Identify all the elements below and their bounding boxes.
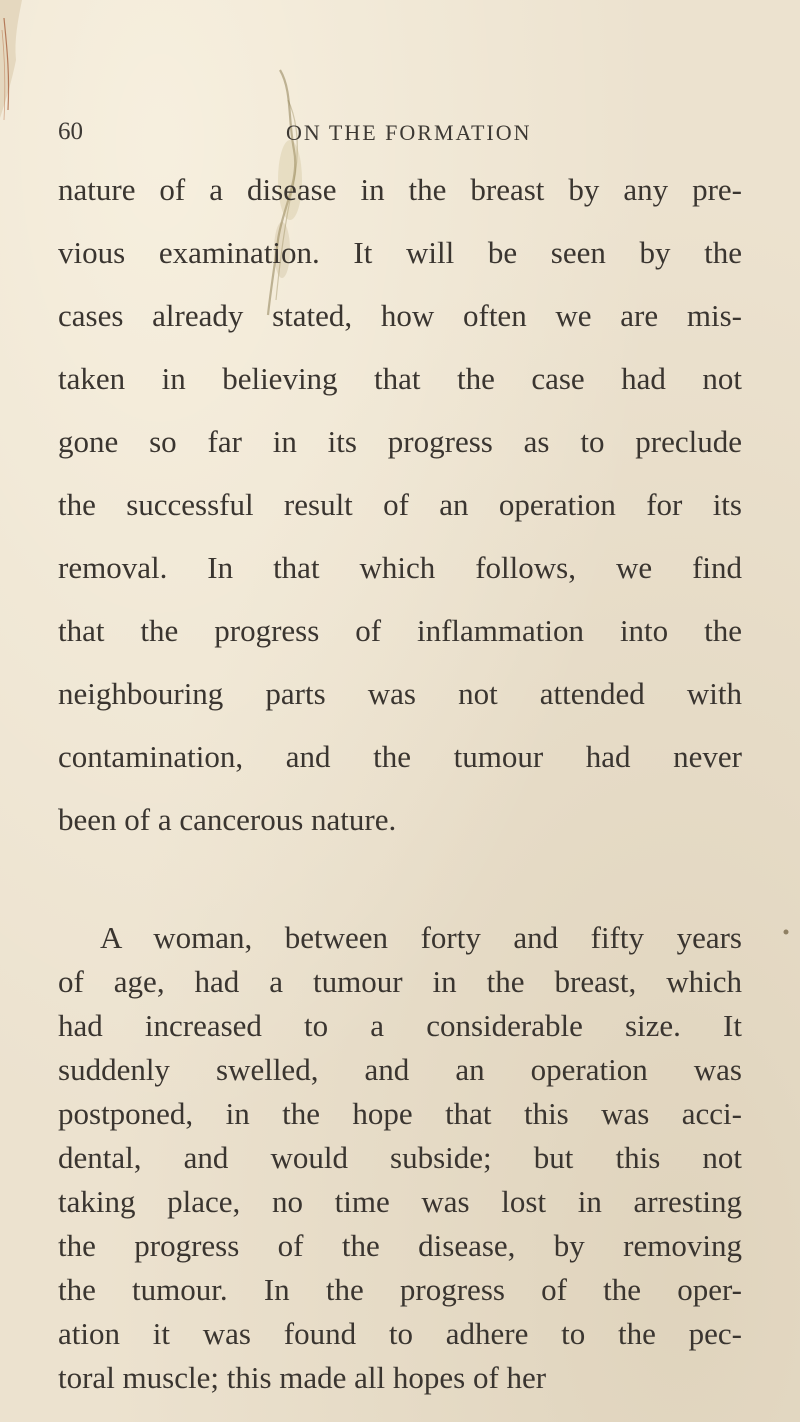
- text-line: contamination, and the tumour had never: [58, 739, 742, 774]
- text-line: that the progress of inflammation into the: [58, 613, 742, 648]
- text-line: the successful result of an operation for its: [58, 487, 742, 522]
- text-line: nature of a disease in the breast by any pre-: [58, 172, 742, 207]
- text-line: toral muscle; this made all hopes of her: [58, 1360, 547, 1395]
- text-line: taken in believing that the case had not: [58, 361, 742, 396]
- text-line: dental, and would subside; but this not: [58, 1140, 742, 1175]
- text-line: postponed, in the hope that this was acci-: [58, 1096, 742, 1131]
- ink-speck: [782, 928, 790, 936]
- page-header: [58, 118, 748, 148]
- text-line: had increased to a considerable size. It: [58, 1008, 742, 1043]
- text-line: neighbouring parts was not attended with: [58, 676, 742, 711]
- text-line: gone so far in its progress as to preclude: [58, 424, 742, 459]
- text-line: suddenly swelled, and an operation was: [58, 1052, 742, 1087]
- page-number: 60: [58, 118, 83, 145]
- text-line: the progress of the disease, by removing: [58, 1228, 742, 1263]
- running-head: ON THE FORMATION: [286, 120, 532, 145]
- text-line: of age, had a tumour in the breast, which: [58, 964, 742, 999]
- text-line: taking place, no time was lost in arresting: [58, 1184, 742, 1219]
- text-line: ation it was found to adhere to the pec-: [58, 1316, 742, 1351]
- text-line: cases already stated, how often we are mis-: [58, 298, 742, 333]
- page-edge-scuff: [0, 0, 60, 140]
- text-line: the tumour. In the progress of the oper-: [58, 1272, 742, 1307]
- text-line: vious examination. It will be seen by the: [58, 235, 742, 270]
- text-line-last: been of a cancerous nature.: [58, 802, 397, 837]
- text-line: removal. In that which follows, we find: [58, 550, 742, 585]
- text-line-indented: A woman, between forty and fifty years: [100, 920, 742, 955]
